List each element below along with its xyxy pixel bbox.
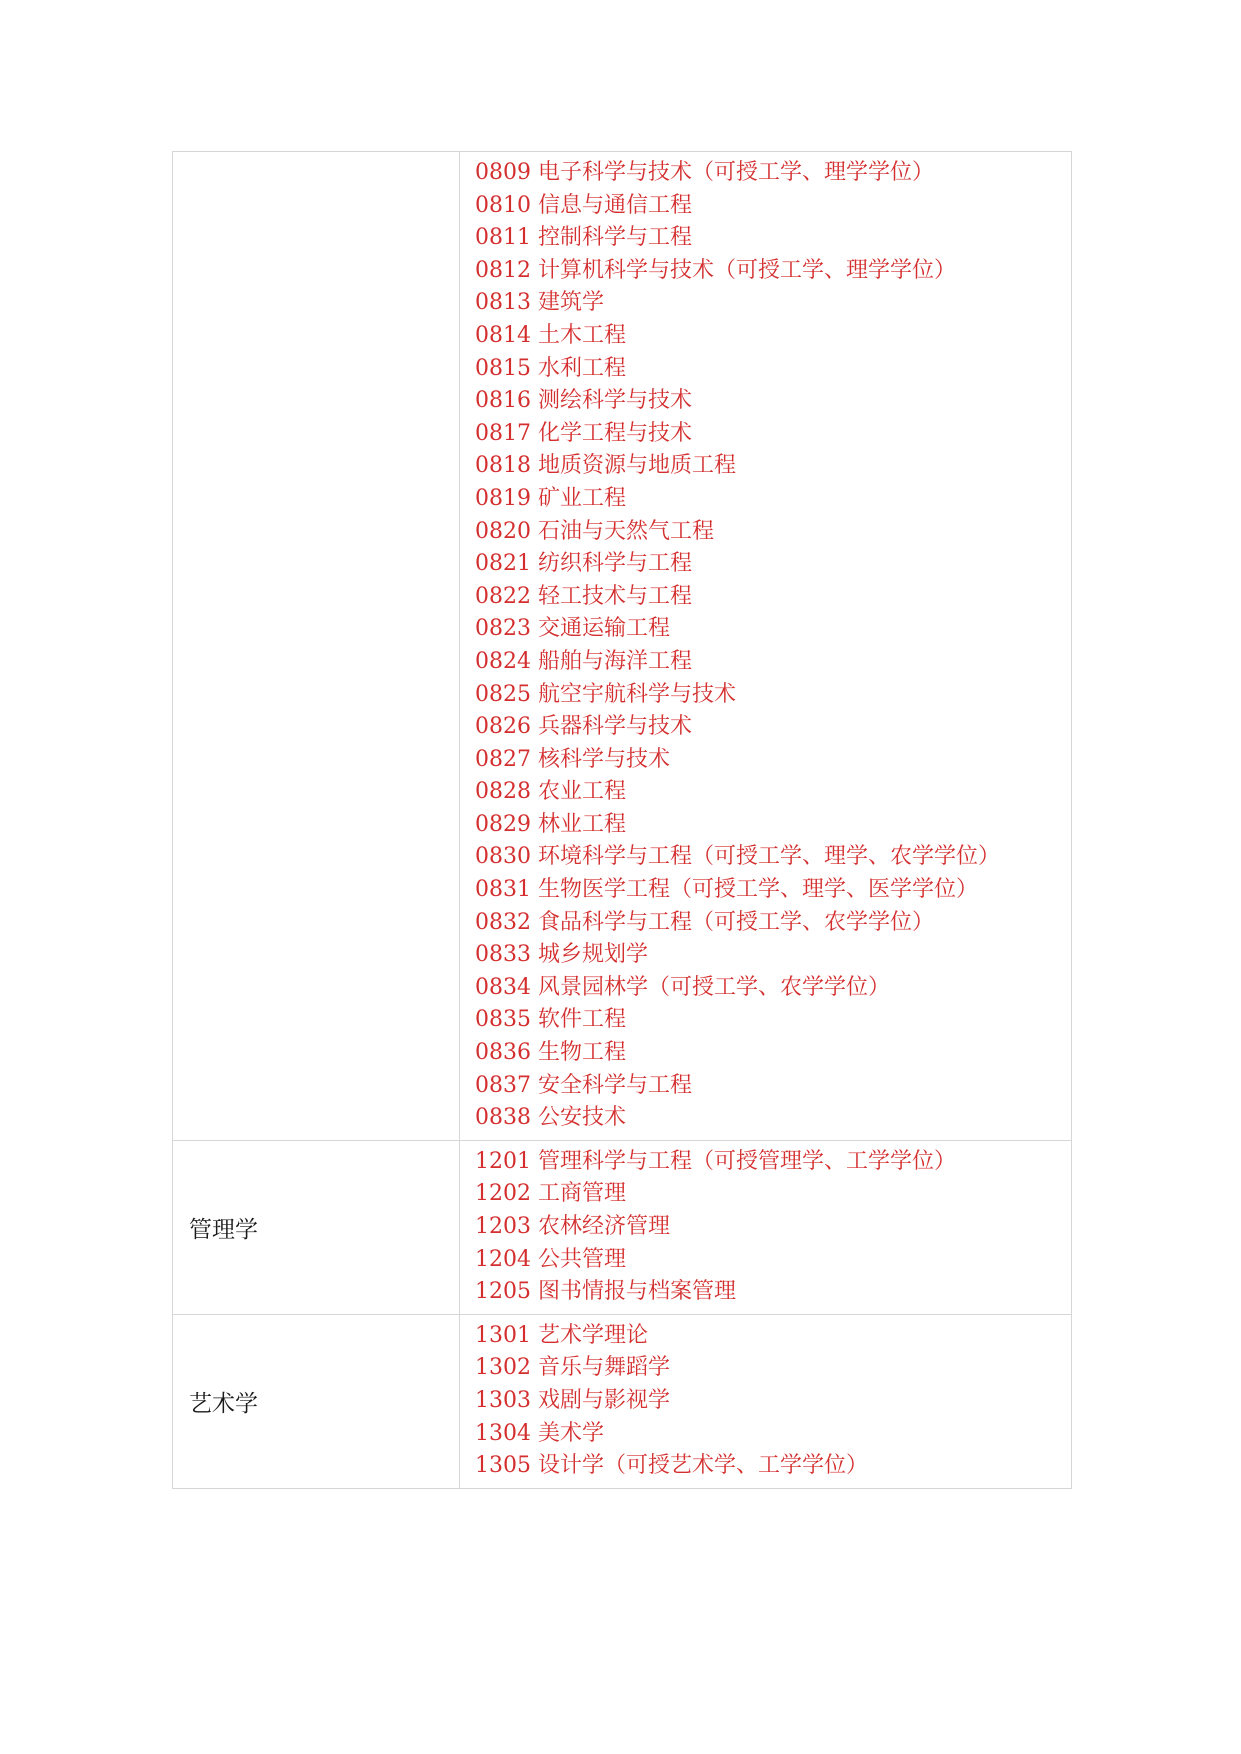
discipline-code: 0837 [475, 1072, 531, 1098]
discipline-name: 地质资源与地质工程 [538, 453, 737, 479]
discipline-item [475, 1418, 1071, 1451]
discipline-name: 纺织科学与工程 [538, 551, 693, 577]
discipline-item [475, 744, 1071, 777]
discipline-item [475, 972, 1071, 1005]
discipline-list-cell [460, 1140, 1072, 1314]
discipline-item [475, 287, 1071, 320]
discipline-item [475, 809, 1071, 842]
discipline-name: 矿业工程 [538, 485, 627, 511]
discipline-code: 0810 [475, 192, 531, 218]
discipline-name: 交通运输工程 [538, 616, 671, 642]
discipline-name: 轻工技术与工程 [538, 583, 693, 609]
discipline-code: 1203 [475, 1214, 531, 1239]
discipline-code: 0819 [475, 485, 531, 511]
discipline-code: 0833 [475, 942, 531, 968]
discipline-list-cell [460, 152, 1072, 1141]
discipline-item [475, 939, 1071, 972]
discipline-list [460, 1315, 1071, 1488]
discipline-code: 1303 [475, 1387, 531, 1413]
discipline-code: 1305 [475, 1453, 531, 1479]
discipline-name: 农林经济管理 [538, 1214, 671, 1239]
discipline-code: 0811 [475, 225, 531, 251]
discipline-name: 风景园林学（可授工学、农学学位） [538, 974, 891, 1000]
discipline-item [475, 646, 1071, 679]
discipline-name: 农业工程 [538, 779, 627, 805]
discipline-item [475, 1102, 1071, 1135]
discipline-code: 0825 [475, 681, 531, 707]
table-row [173, 1140, 1072, 1314]
discipline-item [475, 907, 1071, 940]
discipline-item [475, 1352, 1071, 1385]
discipline-list-cell [460, 1314, 1072, 1488]
discipline-code: 0830 [475, 844, 531, 870]
discipline-code: 0827 [475, 746, 531, 772]
discipline-item [475, 157, 1071, 190]
discipline-item [475, 613, 1071, 646]
category-cell [173, 152, 460, 1141]
discipline-name: 计算机科学与技术（可授工学、理学学位） [538, 257, 957, 283]
discipline-name: 工商管理 [538, 1181, 627, 1207]
discipline-name: 美术学 [538, 1420, 605, 1446]
discipline-code: 1202 [475, 1181, 531, 1207]
discipline-item [475, 548, 1071, 581]
discipline-name: 生物医学工程（可授工学、理学、医学学位） [538, 877, 979, 903]
discipline-code: 0829 [475, 811, 531, 837]
discipline-name: 艺术学理论 [538, 1322, 649, 1348]
discipline-item [475, 1178, 1071, 1211]
discipline-code: 0824 [475, 648, 531, 674]
table-row [173, 1314, 1072, 1488]
discipline-code: 0821 [475, 551, 531, 577]
discipline-item [475, 190, 1071, 223]
discipline-name: 城乡规划学 [538, 942, 649, 968]
discipline-code: 0817 [475, 420, 531, 446]
discipline-item [475, 255, 1071, 288]
discipline-name: 环境科学与工程（可授工学、理学、农学学位） [538, 844, 1001, 870]
discipline-item [475, 874, 1071, 907]
category-label: 管理学 [189, 1216, 258, 1243]
discipline-code: 0820 [475, 518, 531, 544]
discipline-name: 音乐与舞蹈学 [538, 1355, 671, 1381]
discipline-name: 管理科学与工程（可授管理学、工学学位） [538, 1148, 957, 1174]
discipline-code: 0818 [475, 453, 531, 479]
discipline-code: 0831 [475, 877, 531, 903]
discipline-list [460, 1141, 1071, 1314]
category-label: 艺术学 [189, 1390, 258, 1417]
discipline-code: 0815 [475, 355, 531, 381]
discipline-name: 林业工程 [538, 811, 627, 837]
discipline-name: 安全科学与工程 [538, 1072, 693, 1098]
discipline-item [475, 841, 1071, 874]
discipline-item [475, 418, 1071, 451]
discipline-code: 0812 [475, 257, 531, 283]
discipline-name: 核科学与技术 [538, 746, 671, 772]
discipline-code: 0828 [475, 779, 531, 805]
table-row [173, 152, 1072, 1141]
discipline-code: 0838 [475, 1105, 531, 1131]
discipline-name: 控制科学与工程 [538, 225, 693, 251]
discipline-item [475, 679, 1071, 712]
discipline-item [475, 450, 1071, 483]
discipline-name: 生物工程 [538, 1040, 627, 1066]
discipline-name: 电子科学与技术（可授工学、理学学位） [538, 160, 935, 185]
discipline-code: 0834 [475, 974, 531, 1000]
discipline-table [172, 151, 1072, 1489]
discipline-code: 1304 [475, 1420, 531, 1446]
discipline-code: 0814 [475, 322, 531, 348]
discipline-code: 1204 [475, 1246, 531, 1272]
discipline-name: 兵器科学与技术 [538, 714, 693, 740]
discipline-code: 0809 [475, 160, 531, 185]
discipline-item [475, 1450, 1071, 1483]
discipline-code: 0826 [475, 714, 531, 740]
discipline-name: 石油与天然气工程 [538, 518, 715, 544]
category-cell [173, 1314, 460, 1488]
discipline-item [475, 320, 1071, 353]
discipline-item [475, 222, 1071, 255]
discipline-item [475, 581, 1071, 614]
discipline-name: 食品科学与工程（可授工学、农学学位） [538, 909, 935, 935]
discipline-item [475, 1004, 1071, 1037]
discipline-item [475, 1146, 1071, 1179]
discipline-item [475, 483, 1071, 516]
discipline-item [475, 516, 1071, 549]
discipline-item [475, 1276, 1071, 1309]
discipline-code: 1201 [475, 1148, 531, 1174]
discipline-name: 戏剧与影视学 [538, 1387, 671, 1413]
discipline-name: 水利工程 [538, 355, 627, 381]
discipline-name: 图书情报与档案管理 [538, 1279, 737, 1305]
discipline-code: 0832 [475, 909, 531, 935]
discipline-name: 船舶与海洋工程 [538, 648, 693, 674]
discipline-code: 0835 [475, 1007, 531, 1033]
discipline-code: 1302 [475, 1355, 531, 1381]
discipline-name: 设计学（可授艺术学、工学学位） [538, 1453, 869, 1479]
discipline-item [475, 1070, 1071, 1103]
discipline-item [475, 1037, 1071, 1070]
discipline-item [475, 385, 1071, 418]
discipline-name: 土木工程 [538, 322, 627, 348]
discipline-name: 化学工程与技术 [538, 420, 693, 446]
discipline-item [475, 1320, 1071, 1353]
discipline-item [475, 1244, 1071, 1277]
discipline-item [475, 1385, 1071, 1418]
discipline-code: 0813 [475, 290, 531, 316]
discipline-name: 软件工程 [538, 1007, 627, 1033]
discipline-code: 1205 [475, 1279, 531, 1305]
discipline-code: 0816 [475, 388, 531, 414]
discipline-name: 航空宇航科学与技术 [538, 681, 737, 707]
discipline-code: 0823 [475, 616, 531, 642]
discipline-name: 测绘科学与技术 [538, 388, 693, 414]
discipline-list [460, 152, 1071, 1140]
table-body [173, 152, 1072, 1489]
discipline-name: 建筑学 [538, 290, 605, 316]
discipline-item [475, 776, 1071, 809]
discipline-name: 信息与通信工程 [538, 192, 693, 218]
discipline-code: 0836 [475, 1040, 531, 1066]
discipline-code: 0822 [475, 583, 531, 609]
discipline-name: 公共管理 [538, 1246, 627, 1272]
discipline-item [475, 353, 1071, 386]
category-cell [173, 1140, 460, 1314]
discipline-code: 1301 [475, 1322, 531, 1348]
discipline-item [475, 711, 1071, 744]
discipline-name: 公安技术 [538, 1105, 627, 1131]
discipline-item [475, 1211, 1071, 1244]
